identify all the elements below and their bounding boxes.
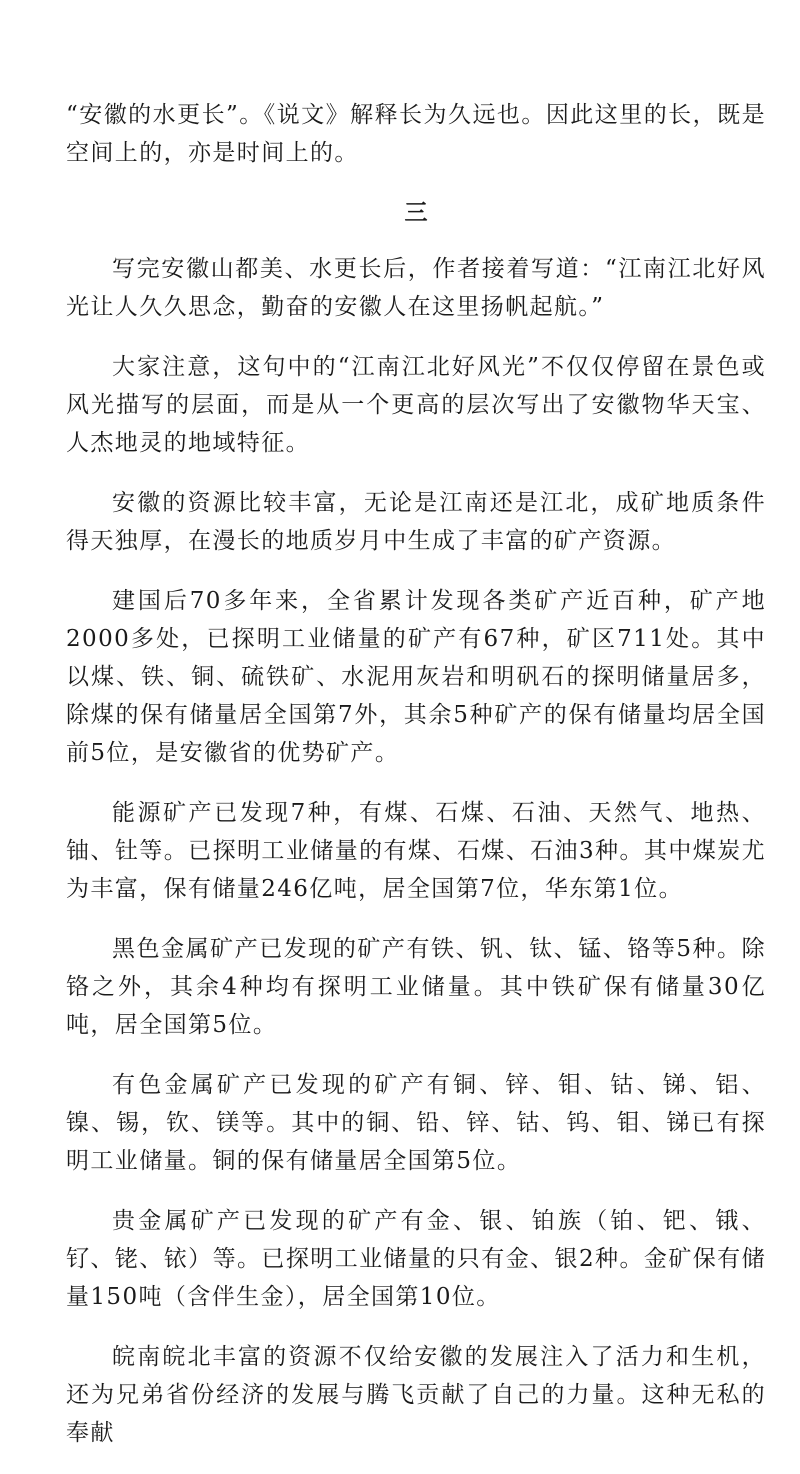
paragraph: 有色金属矿产已发现的矿产有铜、锌、钼、钴、锑、铝、镍、锡，钦、镁等。其中的铜、铅、锌、钴、钨、钼、锑已有探明工业储量。铜的保有储量居全国第5位。 <box>66 1072 766 1174</box>
document-page <box>66 96 766 1474</box>
paragraph: 大家注意，这句中的“江南江北好风光”不仅仅停留在景色或风光描写的层面，而是从一个更高的层次写出了安徽物华天宝、人杰地灵的地域特征。 <box>66 354 766 456</box>
paragraph: 建国后70多年来，全省累计发现各类矿产近百种，矿产地2000多处，已探明工业储量的矿产有67种，矿区711处。其中以煤、铁、铜、硫铁矿、水泥用灰岩和明矾石的探明储量居多，除煤的保有储量居全国第7外，其余5种矿产的保有储量均居全国前5位，是安徽省的优势矿产。 <box>66 588 766 766</box>
paragraph: 写完安徽山都美、水更长后，作者接着写道：“江南江北好风光让人久久思念，勤奋的安徽人在这里扬帆起航。” <box>66 256 766 320</box>
paragraph: 黑色金属矿产已发现的矿产有铁、钒、钛、锰、铬等5种。除铬之外，其余4种均有探明工业储量。其中铁矿保有储量30亿吨，居全国第5位。 <box>66 936 766 1038</box>
paragraph: 安徽的资源比较丰富，无论是江南还是江北，成矿地质条件得天独厚，在漫长的地质岁月中生成了丰富的矿产资源。 <box>66 490 766 554</box>
paragraph: 能源矿产已发现7种，有煤、石煤、石油、天然气、地热、铀、钍等。已探明工业储量的有煤、石煤、石油3种。其中煤炭尤为丰富，保有储量246亿吨，居全国第7位，华东第1位。 <box>66 800 766 902</box>
paragraph: 贵金属矿产已发现的矿产有金、银、铂族（铂、钯、锇、钌、铑、铱）等。已探明工业储量的只有金、银2种。金矿保有储量150吨（含伴生金），居全国第10位。 <box>66 1208 766 1310</box>
paragraph: “安徽的水更长”。《说文》解释长为久远也。因此这里的长，既是空间上的，亦是时间上的。 <box>66 102 766 166</box>
section-heading: 三 <box>404 199 428 226</box>
paragraph: 皖南皖北丰富的资源不仅给安徽的发展注入了活力和生机，还为兄弟省份经济的发展与腾飞贡献了自己的力量。这种无私的奉献 <box>66 1344 766 1446</box>
